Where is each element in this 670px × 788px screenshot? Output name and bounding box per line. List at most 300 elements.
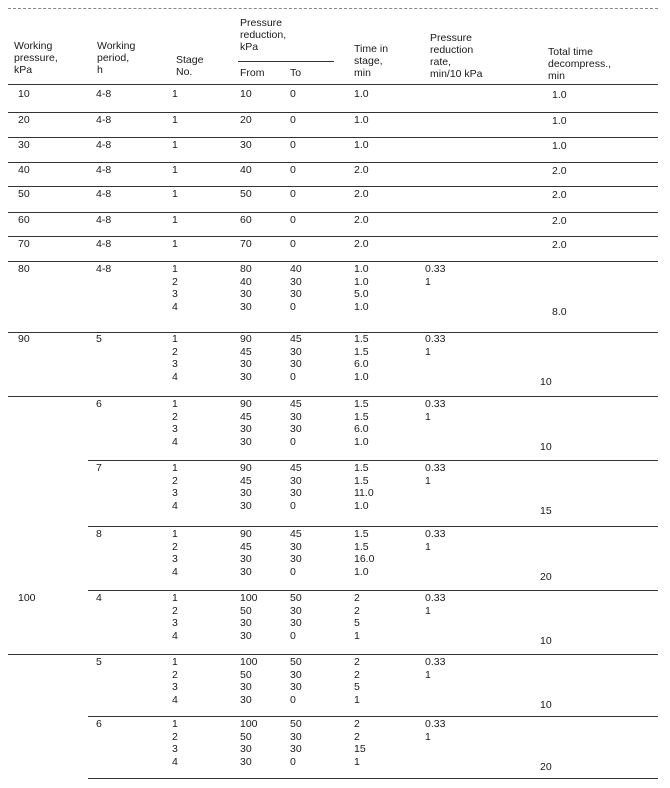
from-cell-value: 30 [240, 681, 252, 693]
row-divider [88, 460, 658, 461]
stage-cell-value: 4 [172, 300, 178, 313]
time-cell-value: 1.5 [354, 410, 369, 423]
working-period-cell: 6 [96, 398, 102, 410]
to-cell-value: 30 [290, 288, 302, 300]
from-cell-value: 45 [240, 345, 252, 358]
stage-cell [172, 462, 178, 512]
stage-cell [172, 88, 178, 101]
to-cell-value: 0 [290, 164, 296, 176]
rate-cell-value: 0.33 [425, 462, 446, 474]
rate-cell [425, 398, 445, 423]
time-cell-value: 1 [354, 755, 360, 768]
rate-cell-value: 1 [425, 668, 431, 681]
header-working-pressure: Working pressure, kPa [14, 40, 58, 76]
stage-cell [172, 656, 178, 706]
stage-cell-value: 1 [172, 238, 178, 250]
from-cell [240, 164, 252, 177]
from-cell-value: 100 [240, 718, 258, 730]
rate-cell [425, 333, 445, 358]
stage-cell-value: 4 [172, 499, 178, 512]
to-cell [290, 88, 296, 101]
to-cell-value: 50 [290, 656, 302, 668]
from-cell [240, 462, 252, 512]
total-time-cell: 15 [540, 505, 552, 517]
time-cell-value: 2.0 [354, 214, 369, 226]
from-cell-value: 30 [240, 423, 252, 435]
to-cell-value: 0 [290, 629, 296, 642]
row-divider [8, 396, 658, 397]
rate-cell-value: 0.33 [425, 333, 446, 345]
from-cell-value: 50 [240, 604, 252, 617]
stage-cell-value: 4 [172, 435, 178, 448]
rate-cell [425, 462, 445, 487]
time-cell-value: 1.0 [354, 370, 369, 383]
stage-cell-value: 2 [172, 540, 178, 553]
to-cell-value: 30 [290, 423, 302, 435]
time-cell [354, 114, 369, 127]
stage-cell-value: 1 [172, 88, 178, 100]
stage-cell [172, 333, 178, 383]
from-cell-value: 90 [240, 333, 252, 345]
to-cell-value: 30 [290, 604, 302, 617]
time-cell-value: 1 [354, 629, 360, 642]
total-time-cell: 2.0 [552, 165, 567, 177]
from-cell [240, 592, 258, 642]
stage-cell-value: 3 [172, 553, 178, 565]
total-time-cell: 10 [540, 635, 552, 647]
stage-cell-value: 4 [172, 693, 178, 706]
from-cell-value: 70 [240, 238, 252, 250]
time-cell-value: 2 [354, 592, 360, 604]
from-cell-value: 90 [240, 398, 252, 410]
working-period-cell: 4-8 [96, 214, 112, 226]
from-cell-value: 30 [240, 565, 252, 578]
to-cell-value: 30 [290, 487, 302, 499]
time-cell-value: 1.0 [354, 139, 369, 151]
to-cell-value: 30 [290, 617, 302, 629]
to-cell-value: 30 [290, 275, 302, 288]
stage-cell-value: 1 [172, 164, 178, 176]
from-cell-value: 30 [240, 435, 252, 448]
to-cell [290, 188, 296, 201]
header-total-time: Total time decompress., min [548, 46, 612, 82]
time-cell-value: 1.0 [354, 88, 369, 100]
to-cell-value: 30 [290, 730, 302, 743]
time-cell-value: 1.0 [354, 263, 369, 275]
time-cell-value: 5.0 [354, 288, 369, 300]
to-cell-value: 0 [290, 693, 296, 706]
to-cell-value: 0 [290, 499, 296, 512]
from-cell [240, 188, 252, 201]
time-cell [354, 528, 374, 578]
working-pressure-cell: 100 [18, 592, 36, 604]
to-cell [290, 528, 302, 578]
header-stage-no: Stage No. [176, 54, 204, 78]
row-divider [8, 236, 658, 237]
total-time-cell: 20 [540, 761, 552, 773]
stage-cell-value: 3 [172, 681, 178, 693]
from-cell-value: 40 [240, 164, 252, 176]
from-cell-value: 50 [240, 668, 252, 681]
time-cell-value: 1.5 [354, 474, 369, 487]
stage-cell [172, 188, 178, 201]
stage-cell-value: 1 [172, 263, 178, 275]
time-cell [354, 656, 360, 706]
total-time-cell: 20 [540, 571, 552, 583]
to-cell [290, 263, 302, 313]
working-pressure-cell: 40 [18, 164, 30, 176]
rate-cell-value: 1 [425, 604, 431, 617]
stage-cell [172, 398, 178, 448]
row-divider [88, 590, 658, 591]
to-cell-value: 30 [290, 681, 302, 693]
from-cell-value: 30 [240, 487, 252, 499]
from-cell-value: 30 [240, 553, 252, 565]
rate-cell [425, 656, 445, 681]
working-period-cell: 4-8 [96, 139, 112, 151]
total-time-cell: 10 [540, 376, 552, 388]
stage-cell-value: 3 [172, 358, 178, 370]
working-period-cell: 8 [96, 528, 102, 540]
rate-cell [425, 718, 445, 743]
working-period-cell: 4-8 [96, 263, 112, 275]
time-cell [354, 238, 369, 251]
time-cell-value: 2 [354, 668, 360, 681]
time-cell-value: 5 [354, 681, 360, 693]
from-cell [240, 528, 252, 578]
time-cell-value: 1.0 [354, 499, 369, 512]
stage-cell-value: 3 [172, 423, 178, 435]
working-period-cell: 4-8 [96, 114, 112, 126]
from-cell [240, 656, 258, 706]
time-cell-value: 2.0 [354, 188, 369, 200]
to-cell-value: 45 [290, 398, 302, 410]
header-rule [8, 84, 658, 85]
from-cell-value: 30 [240, 358, 252, 370]
total-time-cell: 10 [540, 441, 552, 453]
rate-cell-value: 0.33 [425, 592, 446, 604]
time-cell-value: 1.5 [354, 333, 369, 345]
time-cell [354, 164, 369, 177]
from-cell-value: 100 [240, 656, 258, 668]
total-time-cell: 1.0 [552, 140, 567, 152]
from-cell-value: 45 [240, 410, 252, 423]
rate-cell-value: 1 [425, 275, 431, 288]
time-cell-value: 1 [354, 693, 360, 706]
total-time-cell: 2.0 [552, 189, 567, 201]
time-cell-value: 1.5 [354, 398, 369, 410]
time-cell [354, 263, 369, 313]
to-cell-value: 30 [290, 345, 302, 358]
working-pressure-cell: 80 [18, 263, 30, 275]
to-cell [290, 238, 296, 251]
from-cell [240, 718, 258, 768]
stage-cell-value: 2 [172, 604, 178, 617]
to-cell [290, 114, 296, 127]
to-cell-value: 0 [290, 565, 296, 578]
working-period-cell: 5 [96, 333, 102, 345]
to-cell-value: 45 [290, 462, 302, 474]
from-cell-value: 40 [240, 275, 252, 288]
time-cell [354, 214, 369, 227]
stage-cell-value: 4 [172, 565, 178, 578]
stage-cell-value: 4 [172, 629, 178, 642]
to-cell-value: 0 [290, 139, 296, 151]
row-divider [88, 716, 658, 717]
stage-cell-value: 1 [172, 592, 178, 604]
time-cell-value: 2 [354, 730, 360, 743]
stage-cell [172, 263, 178, 313]
header-working-period: Working period, h [97, 40, 136, 76]
to-cell-value: 30 [290, 743, 302, 755]
rate-cell-value: 0.33 [425, 656, 446, 668]
to-cell-value: 30 [290, 474, 302, 487]
rate-cell-value: 1 [425, 345, 431, 358]
from-cell [240, 333, 252, 383]
stage-cell [172, 528, 178, 578]
working-period-cell: 4-8 [96, 164, 112, 176]
from-cell-value: 10 [240, 88, 252, 100]
rate-cell-value: 1 [425, 474, 431, 487]
to-cell-value: 0 [290, 88, 296, 100]
from-cell-value: 80 [240, 263, 252, 275]
stage-cell-value: 2 [172, 275, 178, 288]
rate-cell-value: 0.33 [425, 398, 446, 410]
to-cell [290, 214, 296, 227]
stage-cell-value: 2 [172, 730, 178, 743]
stage-cell [172, 214, 178, 227]
time-cell-value: 15 [354, 743, 366, 755]
row-divider [8, 261, 658, 262]
time-cell-value: 1.0 [354, 435, 369, 448]
time-cell [354, 398, 369, 448]
to-cell-value: 30 [290, 410, 302, 423]
time-cell [354, 139, 369, 152]
rate-cell-value: 0.33 [425, 528, 446, 540]
stage-cell-value: 1 [172, 528, 178, 540]
from-cell [240, 263, 252, 313]
header-reduction-rate: Pressure reduction rate, min/10 kPa [430, 32, 483, 80]
from-cell-value: 30 [240, 743, 252, 755]
working-period-cell: 4-8 [96, 188, 112, 200]
stage-cell [172, 114, 178, 127]
stage-cell-value: 1 [172, 114, 178, 126]
time-cell [354, 462, 374, 512]
top-rule [8, 8, 658, 9]
from-cell-value: 90 [240, 528, 252, 540]
stage-cell-value: 4 [172, 755, 178, 768]
stage-cell-value: 1 [172, 718, 178, 730]
from-cell-value: 30 [240, 370, 252, 383]
stage-cell-value: 1 [172, 398, 178, 410]
total-time-cell: 1.0 [552, 115, 567, 127]
working-period-cell: 7 [96, 462, 102, 474]
time-cell-value: 1.0 [354, 114, 369, 126]
stage-cell-value: 1 [172, 188, 178, 200]
time-cell-value: 2.0 [354, 238, 369, 250]
stage-cell-value: 1 [172, 656, 178, 668]
from-cell [240, 398, 252, 448]
time-cell [354, 718, 366, 768]
time-cell-value: 1.5 [354, 462, 369, 474]
to-cell-value: 30 [290, 358, 302, 370]
from-cell [240, 139, 252, 152]
working-pressure-cell: 90 [18, 333, 30, 345]
time-cell-value: 2 [354, 718, 360, 730]
row-divider [8, 186, 658, 187]
total-time-cell: 10 [540, 699, 552, 711]
rate-cell-value: 0.33 [425, 263, 446, 275]
to-cell [290, 333, 302, 383]
rate-cell [425, 528, 445, 553]
stage-cell-value: 2 [172, 345, 178, 358]
working-period-cell: 5 [96, 656, 102, 668]
working-pressure-cell: 10 [18, 88, 30, 100]
to-cell [290, 462, 302, 512]
total-time-cell: 2.0 [552, 239, 567, 251]
row-divider [8, 654, 658, 655]
working-pressure-cell: 60 [18, 214, 30, 226]
from-cell [240, 114, 252, 127]
header-time-in-stage: Time in stage, min [354, 43, 389, 79]
from-cell-value: 45 [240, 540, 252, 553]
stage-cell-value: 2 [172, 474, 178, 487]
time-cell-value: 1.5 [354, 345, 369, 358]
stage-cell-value: 1 [172, 214, 178, 226]
from-cell-value: 45 [240, 474, 252, 487]
header-to: To [290, 67, 302, 79]
header-pressure-reduction: Pressure reduction, kPa [240, 17, 287, 53]
time-cell [354, 592, 360, 642]
working-pressure-cell: 30 [18, 139, 30, 151]
to-cell [290, 592, 302, 642]
from-cell-value: 30 [240, 300, 252, 313]
row-divider [8, 112, 658, 113]
stage-cell-value: 3 [172, 487, 178, 499]
to-cell [290, 139, 296, 152]
to-cell-value: 0 [290, 300, 296, 313]
time-cell-value: 1.5 [354, 528, 369, 540]
time-cell [354, 188, 369, 201]
to-cell-value: 45 [290, 333, 302, 345]
from-cell-value: 30 [240, 629, 252, 642]
time-cell [354, 333, 369, 383]
total-time-cell: 2.0 [552, 215, 567, 227]
stage-cell [172, 164, 178, 177]
row-divider [88, 778, 658, 779]
row-divider [8, 332, 658, 333]
to-cell [290, 656, 302, 706]
to-cell-value: 50 [290, 718, 302, 730]
stage-cell-value: 1 [172, 333, 178, 345]
stage-cell-value: 4 [172, 370, 178, 383]
to-cell-value: 0 [290, 238, 296, 250]
to-cell-value: 30 [290, 553, 302, 565]
stage-cell-value: 1 [172, 139, 178, 151]
rate-cell [425, 263, 445, 288]
row-divider [8, 212, 658, 213]
to-cell-value: 30 [290, 668, 302, 681]
rate-cell-value: 0.33 [425, 718, 446, 730]
from-cell-value: 100 [240, 592, 258, 604]
stage-cell-value: 3 [172, 743, 178, 755]
total-time-cell: 1.0 [552, 89, 567, 101]
time-cell-value: 6.0 [354, 423, 369, 435]
working-period-cell: 4-8 [96, 238, 112, 250]
time-cell-value: 16.0 [354, 553, 375, 565]
working-period-cell: 6 [96, 718, 102, 730]
to-cell-value: 0 [290, 114, 296, 126]
working-period-cell: 4 [96, 592, 102, 604]
to-cell [290, 398, 302, 448]
to-cell [290, 164, 296, 177]
to-cell [290, 718, 302, 768]
time-cell-value: 2 [354, 656, 360, 668]
from-cell-value: 60 [240, 214, 252, 226]
row-divider [88, 526, 658, 527]
working-pressure-cell: 70 [18, 238, 30, 250]
time-cell-value: 1.5 [354, 540, 369, 553]
rate-cell [425, 592, 445, 617]
time-cell-value: 6.0 [354, 358, 369, 370]
rate-cell-value: 1 [425, 540, 431, 553]
from-cell-value: 20 [240, 114, 252, 126]
from-cell-value: 30 [240, 139, 252, 151]
header-from: From [240, 67, 265, 79]
to-cell-value: 40 [290, 263, 302, 275]
stage-cell-value: 2 [172, 410, 178, 423]
total-time-cell: 8.0 [552, 306, 567, 318]
time-cell-value: 5 [354, 617, 360, 629]
from-cell-value: 50 [240, 188, 252, 200]
from-cell-value: 30 [240, 617, 252, 629]
from-cell-value: 90 [240, 462, 252, 474]
working-period-cell: 4-8 [96, 88, 112, 100]
to-cell-value: 0 [290, 188, 296, 200]
stage-cell [172, 139, 178, 152]
rate-cell-value: 1 [425, 730, 431, 743]
from-cell-value: 50 [240, 730, 252, 743]
from-cell-value: 30 [240, 693, 252, 706]
to-cell-value: 45 [290, 528, 302, 540]
from-cell [240, 214, 252, 227]
from-cell [240, 238, 252, 251]
stage-cell-value: 3 [172, 288, 178, 300]
time-cell [354, 88, 369, 101]
time-cell-value: 2 [354, 604, 360, 617]
time-cell-value: 1.0 [354, 300, 369, 313]
rate-cell-value: 1 [425, 410, 431, 423]
to-cell-value: 0 [290, 370, 296, 383]
stage-cell-value: 2 [172, 668, 178, 681]
time-cell-value: 11.0 [354, 487, 374, 499]
stage-cell [172, 238, 178, 251]
stage-cell [172, 592, 178, 642]
time-cell-value: 2.0 [354, 164, 369, 176]
from-cell-value: 30 [240, 499, 252, 512]
time-cell-value: 1.0 [354, 565, 369, 578]
stage-cell [172, 718, 178, 768]
to-cell-value: 50 [290, 592, 302, 604]
working-pressure-cell: 20 [18, 114, 30, 126]
row-divider [8, 162, 658, 163]
row-divider [8, 137, 658, 138]
stage-cell-value: 3 [172, 617, 178, 629]
to-cell-value: 0 [290, 214, 296, 226]
working-pressure-cell: 50 [18, 188, 30, 200]
header-subrule [238, 61, 334, 62]
from-cell-value: 30 [240, 288, 252, 300]
